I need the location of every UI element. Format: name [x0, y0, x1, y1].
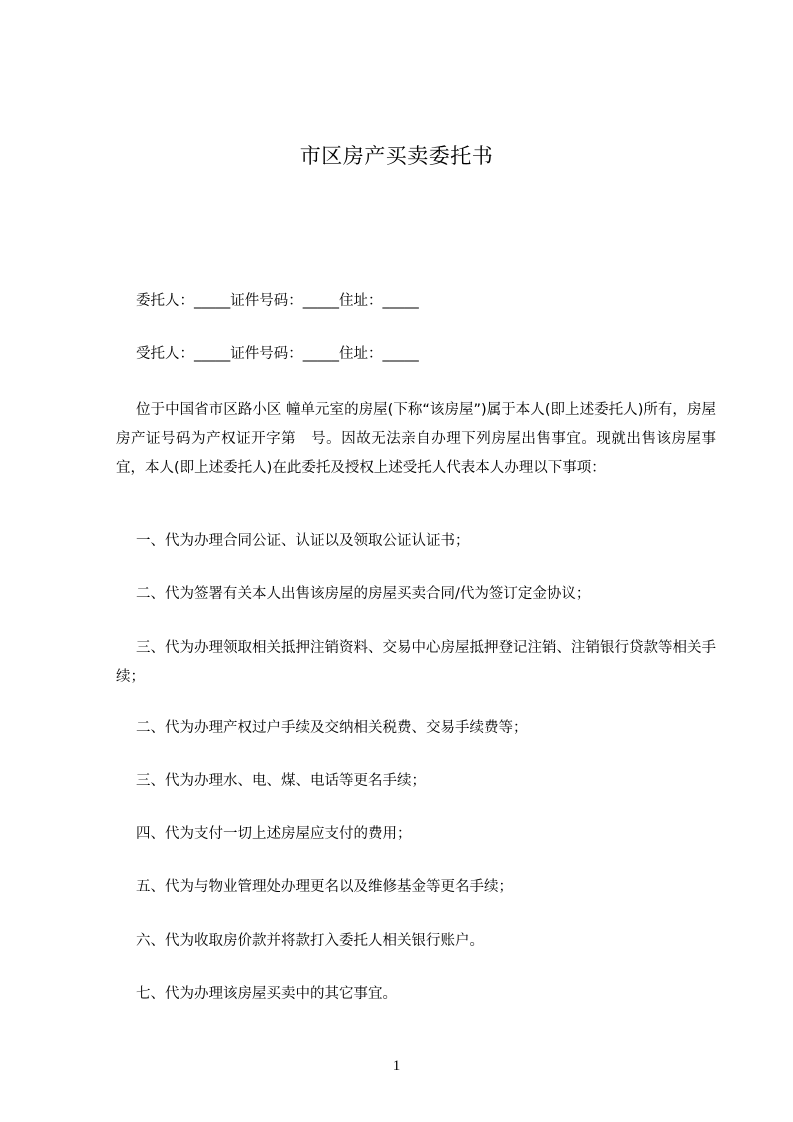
item-5: 三、代为办理水、电、煤、电话等更名手续；	[136, 773, 426, 789]
item-3-text: 三、代为办理领取相关抵押注销资料、交易中心房屋抵押登记注销、注销银行贷款等相关手续；	[116, 640, 716, 685]
agent-line: 受托人：_____证件号码：_____住址：_____	[136, 346, 419, 362]
item-1: 一、代为办理合同公证、认证以及领取公证认证书；	[136, 533, 470, 549]
intro-paragraph	[116, 396, 716, 483]
item-9: 七、代为办理该房屋买卖中的其它事宜。	[136, 986, 397, 1002]
item-4: 二、代为办理产权过户手续及交纳相关税费、交易手续费等；	[136, 720, 528, 736]
page-number: 1	[392, 1058, 401, 1074]
document-title: 市区房产买卖委托书	[299, 144, 494, 168]
item-2: 二、代为签署有关本人出售该房屋的房屋买卖合同/代为签订定金协议；	[136, 586, 591, 602]
item-7: 五、代为与物业管理处办理更名以及维修基金等更名手续；	[136, 879, 513, 895]
item-8: 六、代为收取房价款并将款打入委托人相关银行账户。	[136, 933, 484, 949]
intro-paragraph-text: 位于中国省市区路小区 幢单元室的房屋(下称“该房屋”)属于本人(即上述委托人)所有，房屋房产证号码为产权证开字第 号。因故无法亲自办理下列房屋出售事宜。现就出售该房屋事宜，本人(即上述委托人)在此委托及授权上述受托人代表本人办理以下事项：	[116, 402, 716, 476]
principal-line: 委托人：_____证件号码：_____住址：_____	[136, 293, 419, 309]
item-3	[116, 634, 716, 692]
item-6: 四、代为支付一切上述房屋应支付的费用；	[136, 826, 412, 842]
